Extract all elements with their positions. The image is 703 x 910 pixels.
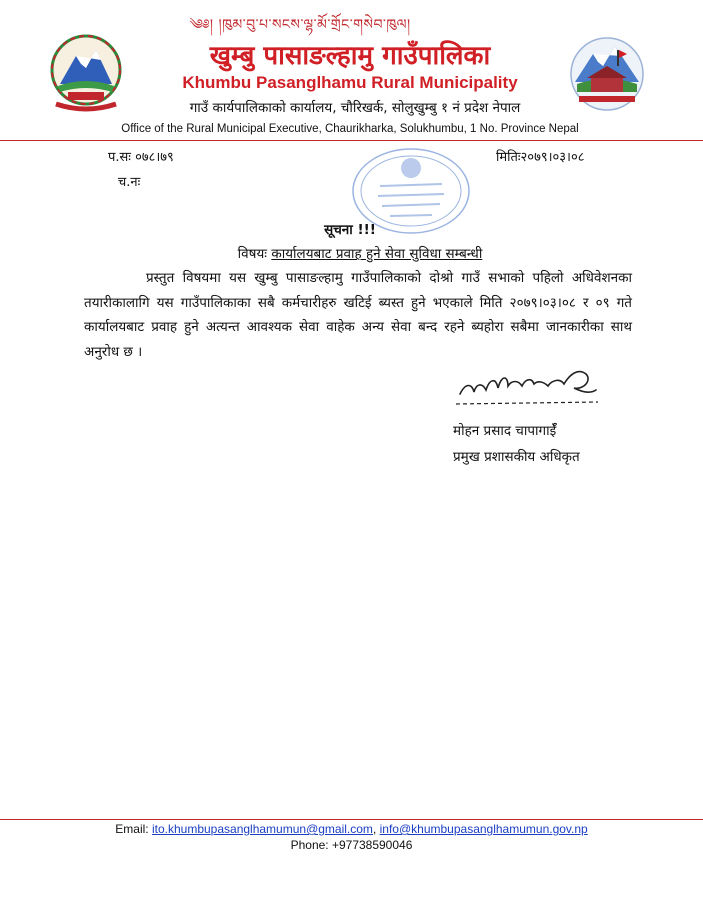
email-link-info[interactable]: info@khumbupasanglhamumun.gov.np <box>379 822 588 836</box>
notice-heading: सूचना !!! <box>324 222 376 238</box>
dispatch-number: च.नः <box>118 175 141 190</box>
reference-number: प.सः ०७८।७९ <box>108 150 174 165</box>
notice-body: प्रस्तुत विषयमा यस खुम्बु पासाङल्हामु गाउँपालिकाको दोश्रो गाउँ सभाको पहिलो अधिवेशनका तयारीकालागि यस गाउँपालिकाका सबै कर्मचारीहरु खटिई ब्यस्त हुने भएकाले मिति २०७९।०३।०८ र ०९ गते कार्यालयबाट प्रवाह हुने अत्यन्त आवश्यक सेवा वाहेक अन्य सेवा बन्द रहने ब्यहोरा सबैमा जानकारीका साथ अनुरोध छ । <box>84 270 632 360</box>
signatory-title: प्रमुख प्रशासकीय अधिकृत <box>453 449 580 465</box>
subject-line <box>150 244 570 262</box>
signatory-name: मोहन प्रसाद चापागाईँ <box>453 423 557 439</box>
subject-text: कार्यालयबाट प्रवाह हुने सेवा सुविधा सम्बन्धी <box>271 246 483 262</box>
footer-phone: Phone: +97738590046 <box>290 838 413 852</box>
email-link-ito[interactable]: ito.khumbupasanglhamumun@gmail.com <box>151 822 373 836</box>
header-divider <box>0 140 703 141</box>
tibetan-script-line: ༄༅། །ཁུམ་བུ་པ་སངས་ལྷ་མོ་གྲོང་གསེབ་ཁུལ། <box>189 17 411 33</box>
footer-email-line <box>0 822 703 836</box>
email-separator: , <box>372 822 377 836</box>
municipality-name-nepali: खुम्बु पासाङल्हामु गाउँपालिका <box>209 41 491 71</box>
office-address-english: Office of the Rural Municipal Executive, Chaurikharka, Solukhumbu, 1 No. Province Nepal <box>121 123 579 135</box>
municipality-name-english: Khumbu Pasanglhamu Rural Municipality <box>182 73 518 92</box>
subject-prefix: विषयः <box>237 246 268 262</box>
office-address-nepali: गाउँ कार्यपालिकाको कार्यालय, चौरिखर्क, सोलुखुम्बु १ नं प्रदेश नेपाल <box>189 100 521 116</box>
handwritten-signature <box>452 364 602 414</box>
footer-divider <box>0 819 703 820</box>
letter-date: मितिः२०७९।०३।०८ <box>496 150 585 165</box>
email-label: Email: <box>115 822 149 836</box>
